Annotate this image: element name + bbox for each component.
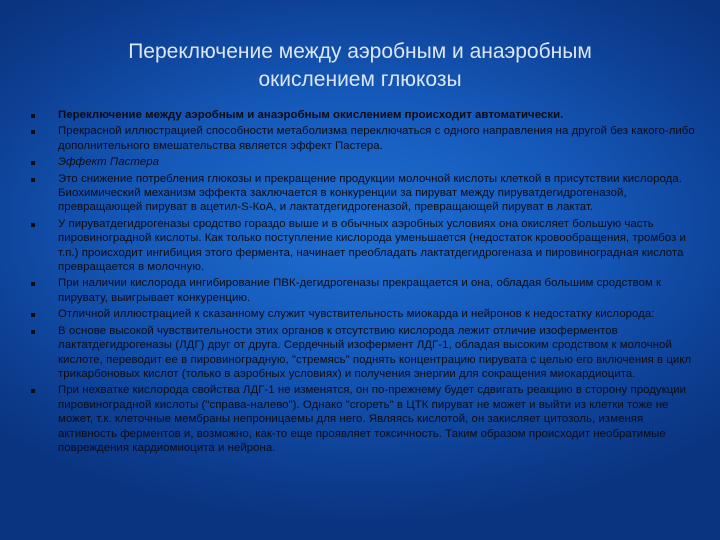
- bullet-item: [30, 276, 704, 305]
- bullet-text: Переключение между аэробным и анаэробным окислением происходит автоматически.: [58, 109, 564, 121]
- bullet-text: В основе высокой чувствительности этих органов к отсутствию кислорода лежит отличие изоферментов лактатдегидрогеназы (ЛДГ) друг от друга. Сердечный изофермент ЛДГ-1, обладая высоким сродством к молочной кислоте, переводит ее в пировиноградную, "стремясь" поднять концентрацию пирувата с целью его включения в цикл трикарбоновых кислот (только в аэробных условиях) и получения энергии для сокращения миокардиоцита.: [58, 324, 692, 380]
- bullet-item: [30, 155, 704, 169]
- bullet-square-icon: [31, 389, 35, 393]
- bullet-item: [30, 124, 704, 153]
- bullet-square-icon: [31, 114, 35, 118]
- bullet-square-icon: [31, 223, 35, 227]
- bullet-square-icon: [31, 313, 35, 317]
- bullet-item: [30, 217, 704, 275]
- bullet-item: [30, 324, 704, 382]
- bullet-square-icon: [31, 330, 35, 334]
- bullet-text: У пируватдегидрогеназы сродство гораздо выше и в обычных аэробных условиях она окисляет большую часть пировиноградной кислоты. Как только поступление кислорода уменьшается (недостаток кровообращения, тромбоз и т.п.) происходит ингибиция этого фермента, начинает преобладать лактатдегидрогеназа и пировиноградная кислота превращается в молочную.: [58, 217, 686, 274]
- title-line-2: окислением глюкозы: [258, 68, 462, 91]
- title-line-1: Переключение между аэробным и анаэробным: [128, 40, 592, 63]
- bullet-square-icon: [31, 282, 35, 286]
- bullet-item: [30, 172, 704, 215]
- bullet-square-icon: [31, 178, 35, 182]
- slide-title: [40, 38, 680, 94]
- bullet-item: [30, 307, 704, 321]
- bullet-text: При наличии кислорода ингибирование ПВК-дегидрогеназы прекращается и она, обладая большим сродством к пирувату, выигрывает конкуренцию.: [58, 277, 662, 304]
- bullet-item: [30, 108, 704, 122]
- bullet-list: [30, 108, 704, 457]
- bullet-text: Отличной иллюстрацией к сказанному служит чувствительность миокарда и нейронов к недостатку кислорода:: [58, 308, 655, 321]
- bullet-text: При нехватке кислорода свойства ЛДГ-1 не изменятся, он по-прежнему будет сдвигать реакцию в сторону продукции пировиноградной кислоты ("справа-налево"). Однако "сгореть" в ЦТК пируват не может и выйти из клетки тоже не может, т.к. клеточные мембраны непроницаемы для него. Являясь кислотой, он закисляет цитозоль, изменяя активность ферментов и, возможно, как-то еще проявляет токсичность. Таким образом происходит необратимые повреждения кардиомиоцита и нейрона.: [58, 384, 687, 454]
- bullet-square-icon: [31, 130, 35, 134]
- bullet-item: [30, 383, 704, 455]
- bullet-text: Прекрасной иллюстрацией способности метаболизма переключаться с одного направления на другой без какого-либо дополнительного вмешательства является эффект Пастера.: [58, 125, 695, 152]
- bullet-text: Эффект Пастера: [58, 156, 160, 169]
- bullet-text: Это снижение потребления глюкозы и прекращение продукции молочной кислоты клеткой в присутствии кислорода. Биохимический механизм эффекта заключается в конкуренции за пируват между пируватдегидрогеназой, превращающей пируват в ацетил-S-КоА, и лактатдегидрогеназой, превращающей пируват в лактат.: [58, 172, 682, 214]
- bullet-square-icon: [31, 161, 35, 165]
